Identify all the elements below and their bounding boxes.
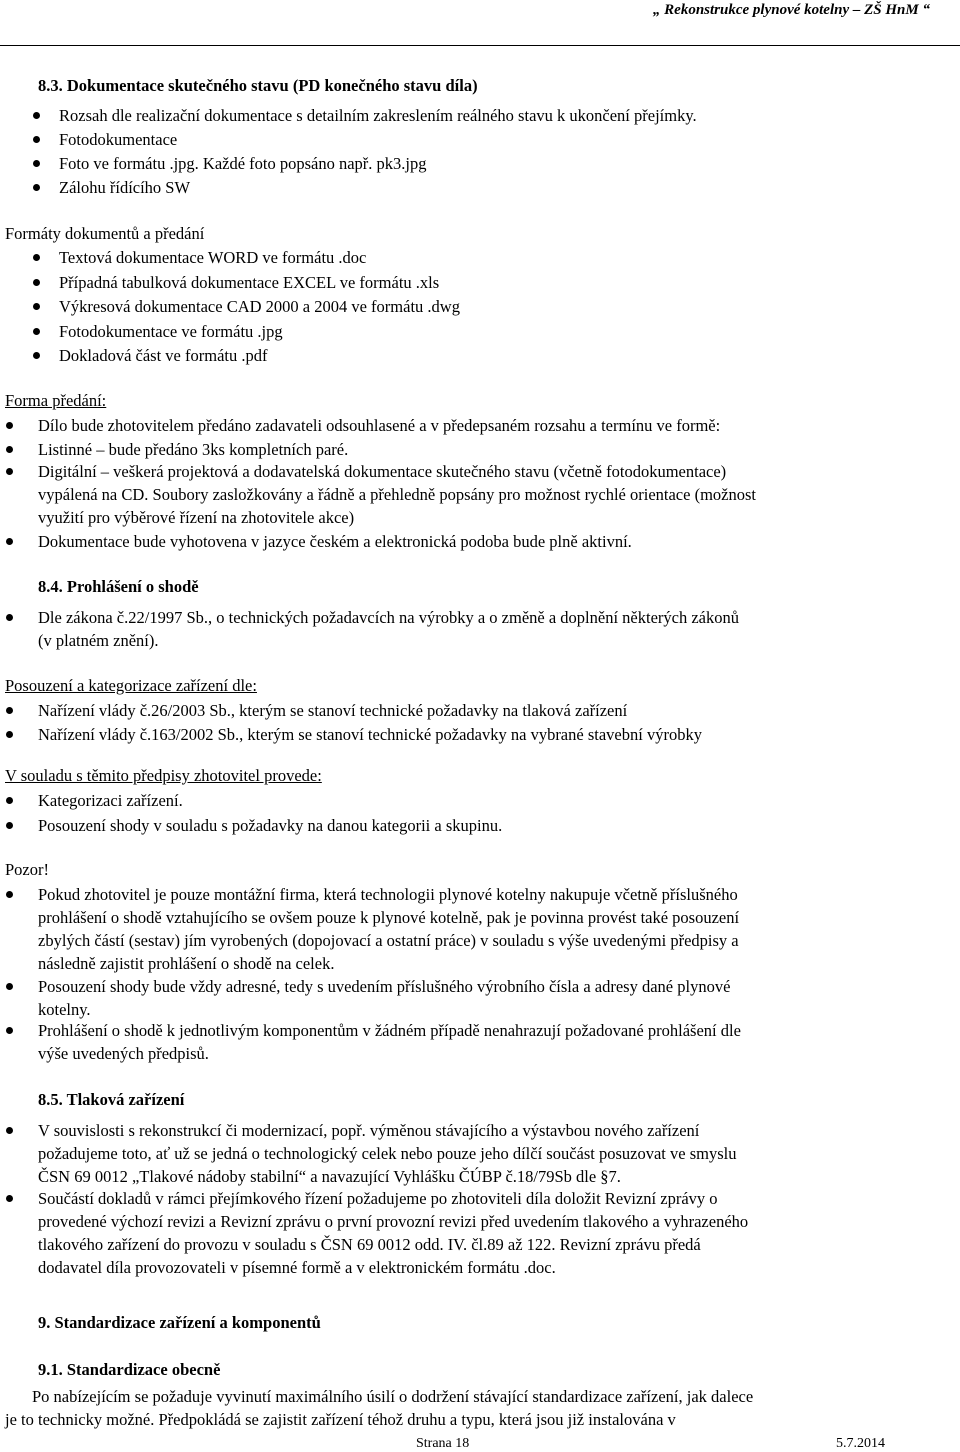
list-item: Dokumentace bude vyhotovena v jazyce českém a elektronická podoba bude plně aktivní. — [38, 532, 632, 551]
bullet-icon — [6, 983, 13, 990]
list-item: Dokladová část ve formátu .pdf — [59, 346, 268, 365]
paragraph-line: tlakového zařízení do provozu v souladu s ČSN 69 0012 odd. IV. čl.89 až 122. Revizní zprávu předá — [38, 1235, 701, 1254]
paragraph-line: požadujeme toto, ať už se jedná o technologický celek nebo pouze jeho dílčí součást posuzovat ve smyslu — [38, 1144, 737, 1163]
list-item: Výkresová dokumentace CAD 2000 a 2004 ve formátu .dwg — [59, 297, 460, 316]
bullet-icon — [33, 136, 40, 143]
bullet-icon — [33, 184, 40, 191]
bullet-icon — [6, 468, 13, 475]
list-item: Listinné – bude předáno 3ks kompletních paré. — [38, 440, 349, 459]
paragraph-line: výše uvedených předpisů. — [38, 1044, 209, 1063]
list-item: Fotodokumentace — [59, 130, 178, 149]
header-rule — [0, 45, 960, 46]
bullet-icon — [6, 1027, 13, 1034]
list-item: Dílo bude zhotovitelem předáno zadavateli odsouhlasené a v předepsaném rozsahu a termínu ve formě: — [38, 416, 721, 435]
bullet-icon — [6, 446, 13, 453]
paragraph-line: dodavatel díla provozovateli v písemné formě a v elektronickém formátu .doc. — [38, 1258, 556, 1277]
bullet-icon — [6, 822, 13, 829]
paragraph-line: Pokud zhotovitel je pouze montážní firma, která technologii plynové kotelny nakupuje včetně příslušného — [38, 885, 738, 904]
section-heading-8-3: 8.3. Dokumentace skutečného stavu (PD konečného stavu díla) — [38, 76, 478, 95]
bullet-icon — [33, 112, 40, 119]
bullet-icon — [6, 891, 13, 898]
bullet-icon — [6, 614, 13, 621]
bullet-icon — [33, 279, 40, 286]
paragraph-line: Posouzení shody bude vždy adresné, tedy s uvedením příslušného výrobního čísla a adresy dané plynové — [38, 977, 731, 996]
paragraph-line: kotelny. — [38, 1000, 91, 1019]
section-heading-8-4: 8.4. Prohlášení o shodě — [38, 577, 199, 596]
list-item: Kategorizaci zařízení. — [38, 791, 183, 810]
formats-heading: Formáty dokumentů a předání — [5, 224, 205, 243]
bullet-icon — [6, 707, 13, 714]
bullet-icon — [6, 422, 13, 429]
page-number: Strana 18 — [416, 1436, 470, 1451]
paragraph-line: ČSN 69 0012 „Tlakové nádoby stabilní“ a navazující Vyhlášku ČÚBP č.18/79Sb dle §7. — [38, 1167, 621, 1186]
bullet-icon — [33, 160, 40, 167]
paragraph-line: využití pro výběrové řízení na zhotovitele akce) — [38, 508, 355, 527]
bullet-icon — [33, 352, 40, 359]
section-heading-9: 9. Standardizace zařízení a komponentů — [38, 1313, 321, 1332]
bullet-icon — [6, 1195, 13, 1202]
list-item: Fotodokumentace ve formátu .jpg — [59, 322, 283, 341]
running-header: „ Rekonstrukce plynové kotelny – ZŠ HnM “ — [652, 2, 930, 18]
bullet-icon — [33, 254, 40, 261]
paragraph-line: vypálená na CD. Soubory zasložkovány a řádně a přehledně popsány pro možnost rychlé orientace (možnost — [38, 485, 756, 504]
paragraph-line: V souvislosti s rekonstrukcí či modernizací, popř. výměnou stávajícího a výstavbou nového zařízení — [38, 1121, 700, 1140]
category-heading: Posouzení a kategorizace zařízení dle: — [5, 676, 257, 695]
paragraph-line: následně zajistit prohlášení o shodě na celek. — [38, 954, 335, 973]
paragraph-line: Digitální – veškerá projektová a dodavatelská dokumentace skutečného stavu (včetně fotodokumentace) — [38, 462, 727, 481]
paragraph-line: Prohlášení o shodě k jednotlivým komponentům v žádném případě nenahrazují požadované prohlášení dle — [38, 1021, 741, 1040]
paragraph-line: Dle zákona č.22/1997 Sb., o technických požadavcích na výrobky a o změně a doplnění některých zákonů — [38, 608, 740, 627]
list-item: Nařízení vlády č.163/2002 Sb., kterým se stanoví technické požadavky na vybrané stavební výrobky — [38, 725, 702, 744]
bullet-icon — [6, 731, 13, 738]
list-item: Textová dokumentace WORD ve formátu .doc — [59, 248, 367, 267]
paragraph-line: (v platném znění). — [38, 631, 159, 650]
warning-label: Pozor! — [5, 860, 49, 879]
section-heading-9-1: 9.1. Standardizace obecně — [38, 1360, 221, 1379]
paragraph-line: Po nabízejícím se požaduje vyvinutí maximálního úsilí o dodržení stávající standardizace zařízení, jak dalece — [32, 1387, 754, 1406]
bullet-icon — [6, 797, 13, 804]
paragraph-line: je to technicky možné. Předpokládá se zajistit zařízení téhož druhu a typu, která jsou již instalována v — [5, 1410, 676, 1429]
list-item: Nařízení vlády č.26/2003 Sb., kterým se stanoví technické požadavky na tlaková zařízení — [38, 701, 628, 720]
bullet-icon — [33, 303, 40, 310]
bullet-icon — [33, 328, 40, 335]
bullet-icon — [6, 538, 13, 545]
list-item: Zálohu řídícího SW — [59, 178, 191, 197]
paragraph-line: Součástí dokladů v rámci přejímkového řízení požadujeme po zhotoviteli díla doložit Revizní zprávy o — [38, 1189, 718, 1208]
handover-heading: Forma předání: — [5, 391, 107, 410]
list-item: Případná tabulková dokumentace EXCEL ve formátu .xls — [59, 273, 440, 292]
paragraph-line: prohlášení o shodě vztahujícího se ovšem pouze k plynové kotelně, pak je povinna provést také posouzení — [38, 908, 740, 927]
paragraph-line: provedené výchozí revizi a Revizní zprávu o první provozní revizi před uvedením tlakového a vyhrazeného — [38, 1212, 749, 1231]
list-item: Posouzení shody v souladu s požadavky na danou kategorii a skupinu. — [38, 816, 503, 835]
section-heading-8-5: 8.5. Tlaková zařízení — [38, 1090, 185, 1109]
footer-date: 5.7.2014 — [836, 1436, 885, 1451]
list-item: Rozsah dle realizační dokumentace s detailním zakreslením reálného stavu k ukončení přejímky. — [59, 106, 697, 125]
bullet-icon — [6, 1127, 13, 1134]
list-item: Foto ve formátu .jpg. Každé foto popsáno např. pk3.jpg — [59, 154, 427, 173]
paragraph-line: zbylých částí (sestav) jím vyrobených (dopojovací a ostatní práce) v souladu s výše uvedenými předpisy a — [38, 931, 739, 950]
accord-heading: V souladu s těmito předpisy zhotovitel provede: — [5, 766, 322, 785]
